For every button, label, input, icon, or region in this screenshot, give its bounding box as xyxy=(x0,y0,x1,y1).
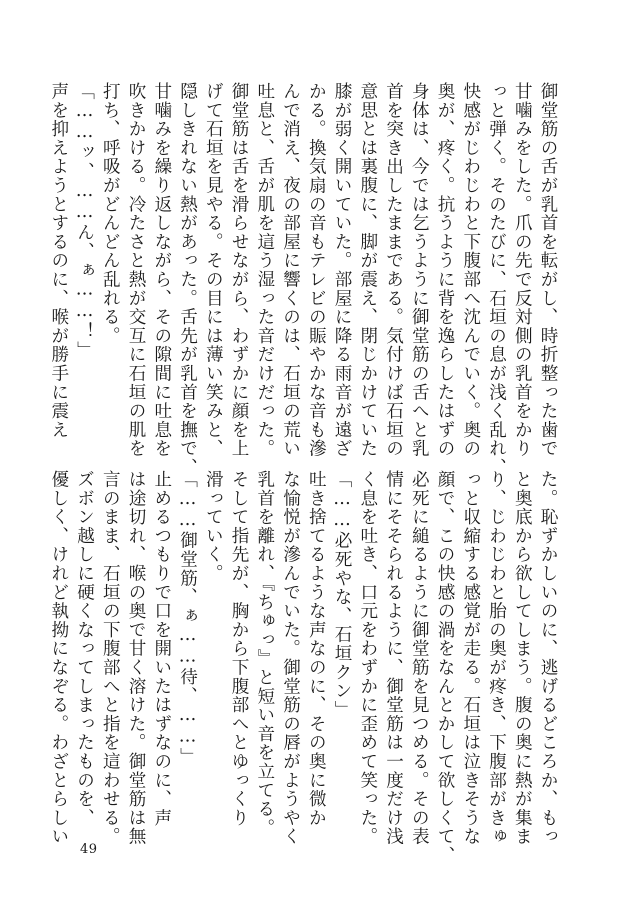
text-line: 乳首を離れ、『ちゅっ』と短い音を立てる。 xyxy=(254,470,275,838)
text-line: 隠しきれない熱があった。舌先が乳首を撫で、 xyxy=(177,82,198,477)
text-line: 顔で、この快感の渦をなんとかして欲しくて、 xyxy=(435,470,455,865)
text-line: 必死に縋るように御堂筋を見つめる。その表 xyxy=(409,470,430,846)
text-line: 甘噛みをした。爪の先で反対側の乳首をかり xyxy=(512,82,533,458)
text-line: く息を吐き、口元をわずかに歪めて笑った。 xyxy=(357,470,378,846)
text-line: 快感がじわじわと下腹部へ沈んでいく。奥の xyxy=(460,82,481,458)
text-line: 吐き捨てるような声なのに、その奥に微か xyxy=(306,470,327,828)
text-line: 「……必死やな、石垣クン」 xyxy=(332,470,352,720)
text-line: 身体は、今では乞うように御堂筋の舌へと乳 xyxy=(409,82,430,458)
text-line: と奥底から欲してしまう。腹の奥に熱が集ま xyxy=(512,470,533,846)
text-line: な愉悦が滲んでいた。御堂筋の唇がようやく xyxy=(280,470,301,846)
text-line: 御堂筋の舌が乳首を転がし、時折整った歯で xyxy=(538,82,558,458)
text-line: 打ち、呼吸がどんどん乱れる。 xyxy=(100,82,121,346)
text-line: 情にそそられるように、御堂筋は一度だけ浅 xyxy=(383,470,404,846)
text-line: り、じわじわと胎の奥が疼き、下腹部がきゅ xyxy=(486,470,507,846)
text-line: 吐息と、舌が肌を這う湿った音だけだった。 xyxy=(254,82,275,458)
page-number: 49 xyxy=(80,842,98,857)
text-line: そして指先が、胸から下腹部へとゆっくり xyxy=(229,470,249,828)
text-line: っと弾く。そのたびに、石垣の息が浅く乱れ、 xyxy=(486,82,507,477)
text-line: 言のまま、石垣の下腹部へと指を這わせる。 xyxy=(100,470,121,846)
text-line: 甘噛みを繰り返しながら、その隙間に吐息を xyxy=(151,82,172,458)
text-line: ズボン越しに硬くなってしまったものを、 xyxy=(74,470,95,828)
text-line: た。恥ずかしいのに、逃げるどころか、もっ xyxy=(538,470,558,846)
text-line: 奥が、疼く。抗うように背を逸らしたはずの xyxy=(435,82,455,458)
text-line: 首を突き出したままである。気付けば石垣の xyxy=(383,82,404,458)
text-line: は途切れ、喉の奥で甘く溶けた。御堂筋は無 xyxy=(126,470,146,846)
text-line: 膝が弱く開いていた。部屋に降る雨音が遠ざ xyxy=(332,82,352,458)
text-line: 御堂筋は舌を滑らせながら、わずかに顔を上 xyxy=(229,82,249,458)
text-line: かる。換気扇の音もテレビの賑やかな音も滲 xyxy=(306,82,327,458)
text-line: 「……ッ、……ん、ぁ……！」 xyxy=(74,82,95,360)
text-line: 滑っていく。 xyxy=(203,470,224,583)
text-line: っと収縮する感覚が走る。石垣は泣きそうな xyxy=(460,470,481,846)
text-line: 優しく、けれど執拗になぞる。わざとらしい xyxy=(48,470,69,846)
text-line: んで消え、夜の部屋に響くのは、石垣の荒い xyxy=(280,82,301,458)
text-line: げて石垣を見やる。その目には薄い笑みと、 xyxy=(203,82,224,458)
text-line: 止めるつもりで口を開いたはずなのに、声 xyxy=(151,470,172,828)
text-line: 意思とは裏腹に、脚が震え、閉じかけていた xyxy=(357,82,378,458)
text-line: 声を抑えようとするのに、喉が勝手に震え xyxy=(48,82,69,440)
text-line: 吹きかける。冷たさと熱が交互に石垣の肌を xyxy=(126,82,146,458)
text-block-top xyxy=(48,82,560,477)
text-line: 「……御堂筋、ぁ……待、……」 xyxy=(177,470,198,767)
